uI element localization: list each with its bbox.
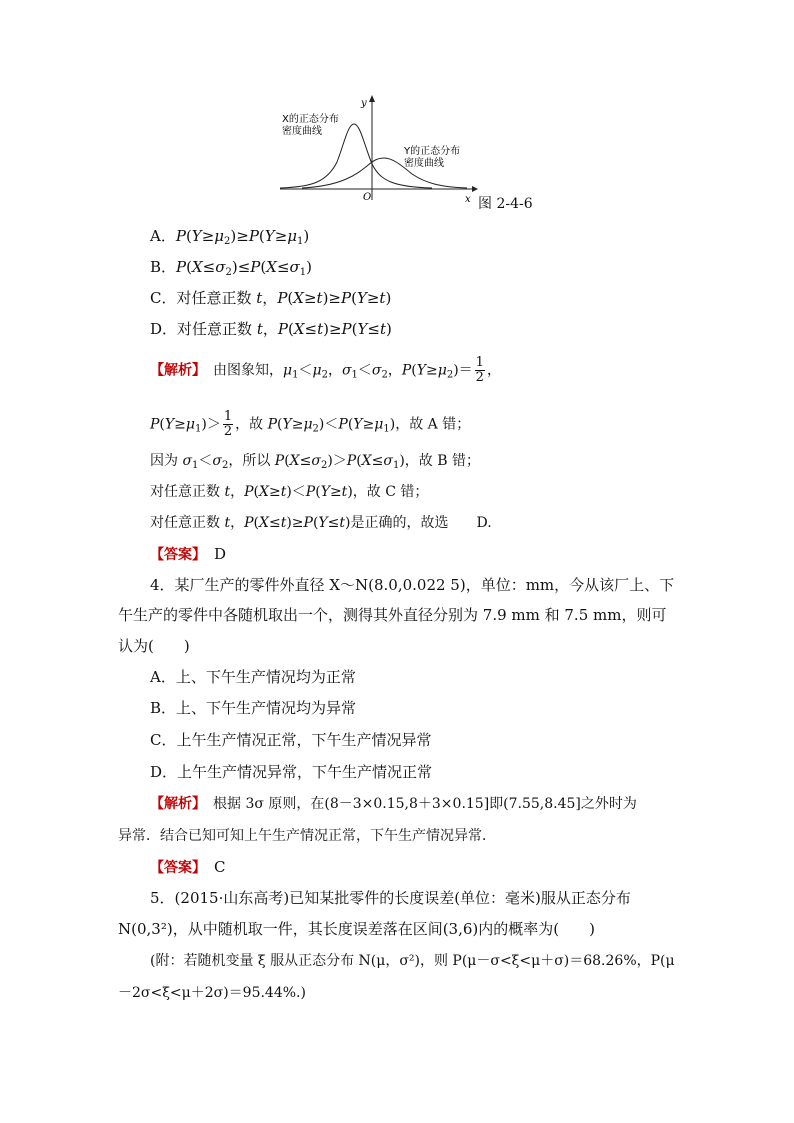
y-axis-label: y — [361, 98, 367, 109]
q3-analysis-line1: 【解析】 由图象知，$\mu_1<\mu_2$，$\sigma_1<\sigma_2$，$P(Y\ge\mu_2)=$ $\frac{1}{2}$ ， — [150, 355, 501, 385]
q5-note-line1: (附：若随机变量 ξ 服从正态分布 N(μ，σ²)，则 P(μ－σ<ξ<μ＋σ)＝68.26%，P(μ — [150, 953, 675, 969]
q3-analysis-line3: 因为 $\sigma_1<\sigma_2$，所以 $P(X\le\sigma_2)>P(X\le\sigma_1)$，故 B 错； — [150, 453, 480, 471]
q4-option-c: C．上午生产情况正常，下午生产情况异常 — [150, 731, 432, 749]
q4-option-d: D．上午生产情况异常，下午生产情况正常 — [150, 763, 433, 781]
q5-stem-line2: N(0,3²)，从中随机取一件，其长度误差落在区间(3,6)内的概率为( ) — [118, 920, 595, 938]
q4-stem-line3: 认为( ) — [118, 637, 190, 655]
figure-caption: 图 2-4-6 — [478, 196, 533, 212]
q4-stem-line2: 午生产的零件中各随机取出一个，测得其外直径分别为 7.9 mm 和 7.5 mm，则可 — [118, 606, 667, 624]
q3-analysis-line4: 对任意正数 t，P(X≥t)＜P(Y≥t)，故 C 错； — [150, 484, 429, 500]
x-curve-label-2: 密度曲线 — [282, 126, 322, 137]
q3-option-b: B．$P(X\le\sigma_2)\le P(X\le\sigma_1)$ — [150, 258, 312, 278]
q4-option-a: A．上、下午生产情况均为正常 — [150, 668, 356, 686]
q5-stem-line1: 5．(2015·山东高考)已知某批零件的长度误差(单位：毫米)服从正态分布 — [150, 889, 631, 907]
q4-analysis-line2: 异常．结合已知可知上午生产情况正常，下午生产情况异常． — [118, 828, 496, 844]
q3-option-d: D．对任意正数 t，P(X≤t)≥P(Y≤t) — [150, 320, 392, 338]
q3-option-c: C．对任意正数 t，P(X≥t)≥P(Y≥t) — [150, 289, 392, 307]
y-curve-label: Y的正态分布 — [404, 146, 461, 157]
y-curve-label-2: 密度曲线 — [404, 158, 444, 169]
normal-density-figure — [262, 92, 482, 210]
q5-note-line2: －2σ<ξ<μ＋2σ)＝95.44%.) — [118, 985, 306, 1001]
y-axis-arrow — [369, 95, 375, 102]
q3-option-a: A．$P(Y\ge\mu_2)\ge P(Y\ge\mu_1)$ — [150, 227, 310, 247]
x-axis-label: x — [465, 194, 471, 205]
q4-option-b: B．上、下午生产情况均为异常 — [150, 699, 357, 717]
q4-analysis-line1: 【解析】 根据 3σ 原则，在(8－3×0.15,8＋3×0.15]即(7.55,8.45]之外时为 — [150, 796, 637, 812]
q4-stem-line1: 4．某厂生产的零件外直径 X～N(8.0,0.022 5)，单位：mm，今从该厂上、下 — [150, 576, 675, 594]
q3-analysis-line5: 对任意正数 t，P(X≤t)≥P(Y≤t)是正确的，故选 D. — [150, 515, 492, 531]
x-axis-arrow — [472, 186, 478, 192]
q4-answer: 【答案】 C — [150, 858, 226, 876]
origin-label: O — [363, 192, 372, 203]
q3-answer: 【答案】 D — [150, 545, 227, 563]
q3-analysis-line2: $P(Y\ge\mu_1)>$ $\frac{1}{2}$ ，故 $P(Y\ge\mu_2)<P(Y\ge\mu_1)$，故 A 错； — [150, 409, 471, 439]
x-curve-label: X的正态分布 — [282, 114, 339, 125]
